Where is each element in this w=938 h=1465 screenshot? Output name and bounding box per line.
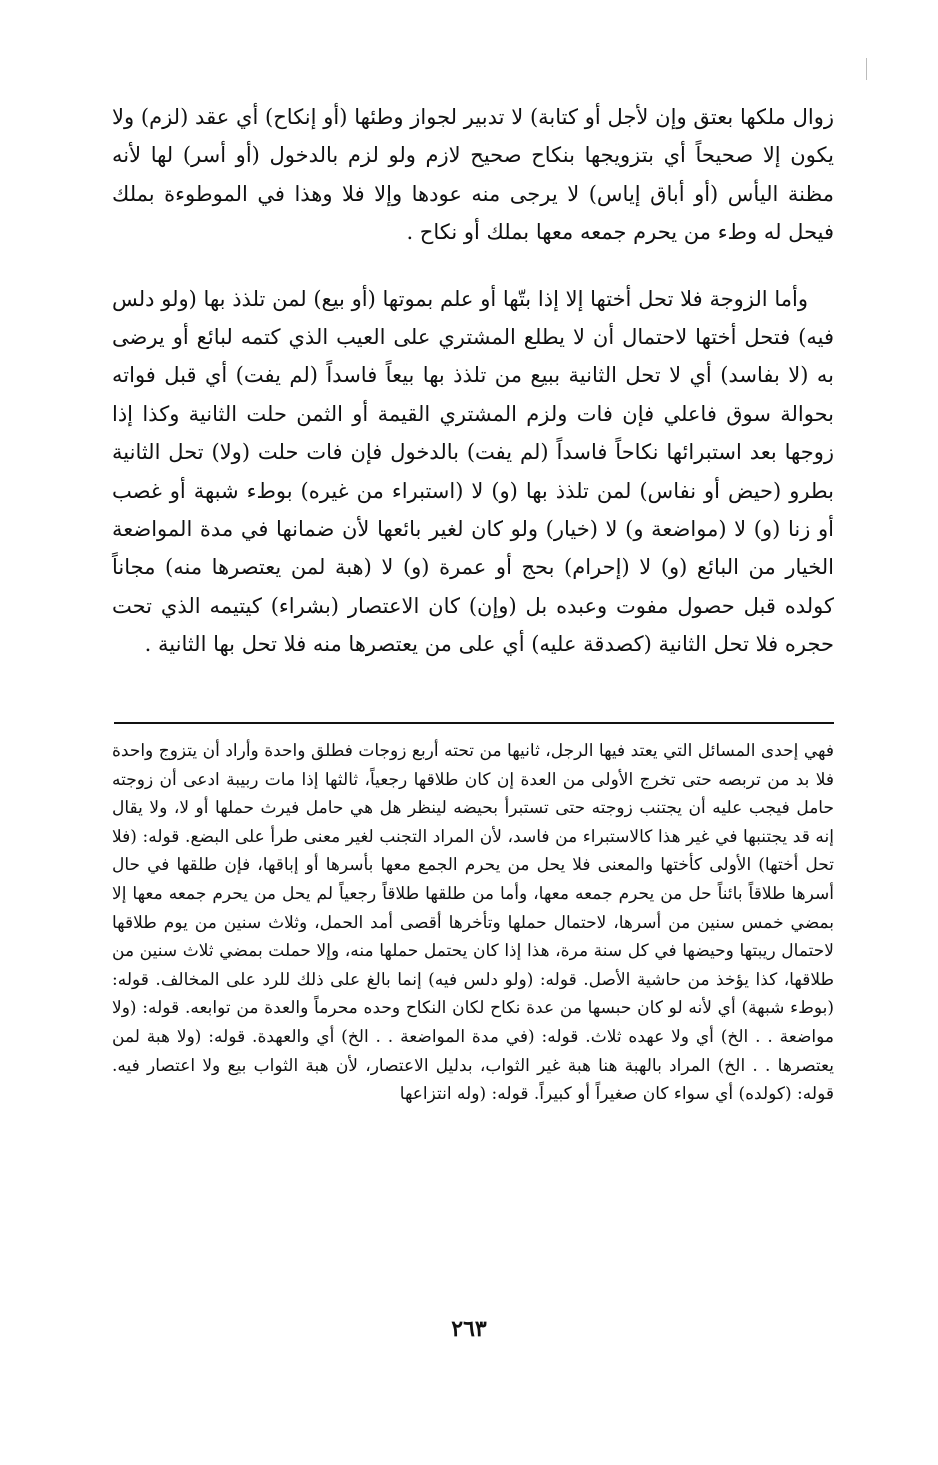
main-paragraph-2: وأما الزوجة فلا تحل أختها إلا إذا بتّها أو علم بموتها (أو بيع) لمن تلذذ بها (ولو دلس فيه) فتحل أختها لاحتمال أن لا يطلع المشتري على العيب الذي كتمه لبائع أو يرضى به (لا بفاسد) أي لا تحل الثانية ببيع من تلذذ بها بيعاً فاسداً (لم يفت) أي قبل فواته بحوالة سوق فاعلي فإن فات ولزم المشتري القيمة أو الثمن حلت الثانية وكذا إذا زوجها بعد استبرائها نكاحاً فاسداً (لم يفت) بالدخول فإن فات حلت (ولا) تحل الثانية بطرو (حيض أو نفاس) لمن تلذذ بها (و) لا (استبراء من غيره) بوطء شبهة أو غصب أو زنا (و) لا (مواضعة و) لا (خيار) ولو كان لغير بائعها لأن ضمانها في مدة المواضعة الخيار من البائع (و) لا (إحرام) بحج أو عمرة (و) لا (هبة لمن يعتصرها منه) مجاناً كولده قبل حصول مفوت وعبده بل (وإن) كان الاعتصار (بشراء) كيتيمه الذي تحت حجره فلا تحل الثانية (كصدقة عليه) أي على من يعتصرها منه فلا تحل بها الثانية . [112,286,834,657]
commentary-paragraph: فهي إحدى المسائل التي يعتد فيها الرجل، ثانيها من تحته أربع زوجات فطلق واحدة وأراد أن يتزوج واحدة فلا بد من تربصه حتى تخرج الأولى من العدة إن كان طلاقها رجعياً، ثالثها إذا مات ربيبة ادعى أن زوجته حامل فيجب عليه أن يجتنب زوجته حتى تستبرأ بحيضه لينظر هل هي حامل فيرث حملها أو لا، ولا يقال إنه قد يجتنبها في غير هذا كالاستبراء من فاسد، لأن المراد التجنب لغير معنى طرأ على البضع. قوله: (فلا تحل أختها) الأولى كأختها والمعنى فلا يحل من يحرم الجمع معها بأسرها أو إباقها، فإن طلقها في حال أسرها طلاقاً بائناً حل من يحرم جمعه معها، وأما من طلقها طلاقاً رجعياً لم يحل من يحرم جمعه معها إلا بمضي خمس سنين من أسرها، لاحتمال حملها وتأخرها أقصى أمد الحمل، وثلاث سنين من يوم طلاقها لاحتمال ريبتها وحيضها في كل سنة مرة، هذا إذا كان يحتمل حملها منه، وإلا حملت بمضي ثلاث سنين من طلاقها، كذا يؤخذ من حاشية الأصل. قوله: (ولو دلس فيه) إنما بالغ على ذلك للرد على المخالف. قوله: (بوطء شبهة) أي لأنه لو كان حبسها من عدة نكاح لكان النكاح وحده محرماً والعدة من توابعه. قوله: (ولا مواضعة . . الخ) أي ولا عهده ثلاث. قوله: (في مدة المواضعة . . الخ) أي والعهدة. قوله: (ولا هبة لمن يعتصرها . . الخ) المراد بالهبة هنا هبة غير الثواب، بدليل الاعتصار، لأن هبة الثواب بيع ولا اعتصار فيه. قوله: (كولده) أي سواء كان صغيراً أو كبيراً. قوله: (وله انتزاعها [112,741,834,1105]
commentary-text [112,737,834,1109]
main-paragraph-1: زوال ملكها بعتق وإن لأجل أو كتابة) لا تدبير لجواز وطئها (أو إنكاح) أي عقد (لزم) ولا يكون إلا صحيحاً أي بتزويجها بنكاح صحيح لازم ولو لزم بالدخول (أو أسر) لها لأنه مظنة اليأس (أو أباق إياس) لا يرجى منه عودها وإلا فلا وهذا في الموطوءة بملك فيحل له وطء من يحرم جمعه معها بملك أو نكاح . [112,105,834,245]
margin-mark [866,58,867,80]
footnote-divider [114,722,834,724]
page-number: ٢٦٣ [451,1316,487,1342]
main-text [112,98,834,664]
